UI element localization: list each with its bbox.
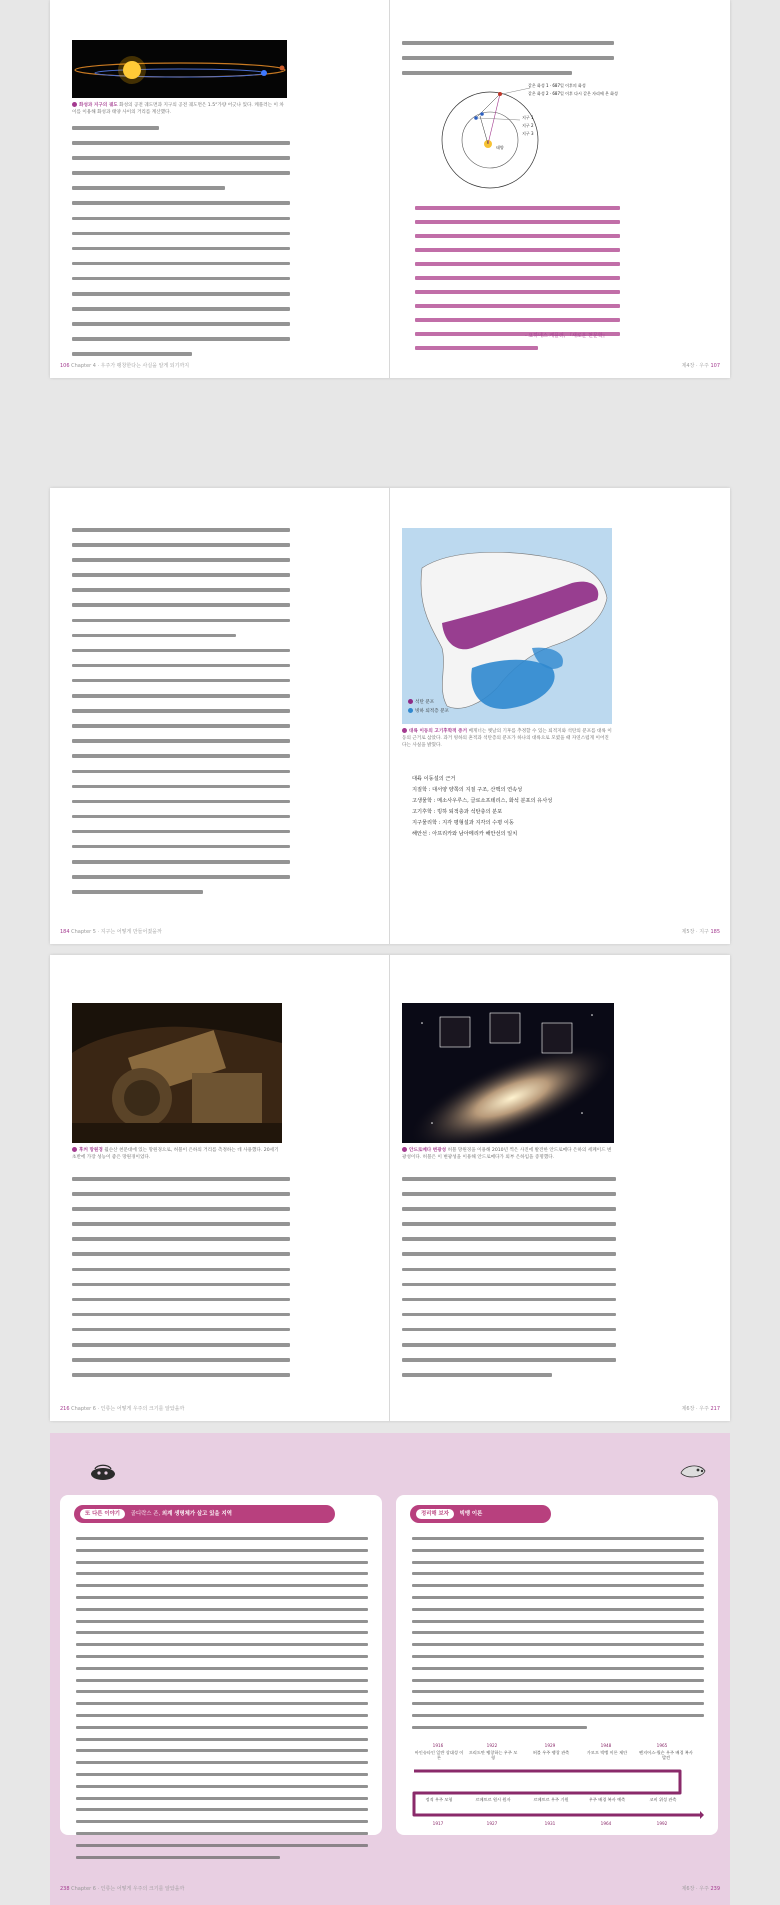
timeline-year: 1922 <box>486 1743 498 1748</box>
card-title: 빅뱅 이론 <box>459 1511 483 1517</box>
caption-bullet-icon <box>72 1147 77 1152</box>
diagram-label-earth2: 지구 2 <box>522 123 534 128</box>
handwritten-notes <box>412 774 552 840</box>
timeline-year: 1931 <box>544 1821 556 1826</box>
notes-item: 고기후학 : 빙하 퇴적층과 석탄층의 분포 <box>412 809 503 815</box>
book-spread-sidebar <box>50 1433 730 1905</box>
timeline-year: 1929 <box>544 1743 556 1748</box>
telescope-photo <box>72 1003 282 1143</box>
notes-item: 지질학 : 대서양 양쪽의 지질 구조, 산맥의 연속성 <box>412 787 523 793</box>
timeline-year: 1916 <box>432 1743 444 1748</box>
right-page-footer: 제5장 · 지구 185 <box>681 929 720 935</box>
andromeda-caption: 안드로메다 변광성 허블 망원경을 이용해 2010년 찍은 사진에 발견한 안드로메다 은하의 세페이드 변광성이다. 허블은 이 변광성을 이용해 안드로메다가 외부 은하임을 증명했다. <box>402 1148 612 1160</box>
timeline-year: 1917 <box>432 1821 444 1826</box>
timeline-label: 우주 배경 복사 예측 <box>588 1797 626 1802</box>
book-spread-kepler <box>50 0 730 378</box>
left-page-footer: 238 Chapter 6 · 인류는 어떻게 우주의 크기를 알았을까 <box>60 1886 185 1892</box>
timeline-label: 가모프 빅뱅 이론 제안 <box>586 1750 628 1755</box>
timeline-year: 1964 <box>600 1821 612 1826</box>
timeline-year: 1927 <box>486 1821 498 1826</box>
card-title: 외계 생명체가 살고 있을 지역 <box>161 1511 232 1517</box>
left-page-footer: 184 Chapter 5 · 지구는 어떻게 만들어졌을까 <box>60 929 162 935</box>
orbit-photo <box>72 40 287 98</box>
timeline-label: 코비 위성 관측 <box>649 1797 677 1802</box>
right-page-body-text <box>402 1177 616 1388</box>
card-badge: 정리해 보자 <box>416 1509 454 1519</box>
timeline-label: 프리드만 팽창하는 우주 모형 <box>468 1750 518 1760</box>
andromeda-photo <box>402 1003 614 1143</box>
bigbang-timeline <box>410 1741 704 1831</box>
card-body-text <box>76 1537 368 1867</box>
timeline-label: 아인슈타인 일반 상대성 이론 <box>414 1750 464 1760</box>
caption-bullet-icon <box>402 728 407 733</box>
card-header <box>410 1505 551 1523</box>
glacier-swatch-icon <box>408 708 413 713</box>
right-page-footer: 제6장 · 우주 217 <box>681 1406 720 1412</box>
caption-bullet-icon <box>72 102 77 107</box>
notes-item: 해안선 : 아프리카와 남아메리카 해안선의 일치 <box>412 831 518 837</box>
card-badge: 또 다른 이야기 <box>80 1509 125 1519</box>
card-body-text <box>412 1537 704 1738</box>
timeline-year: 1948 <box>600 1743 612 1748</box>
book-spread-continental-drift <box>50 488 730 944</box>
gutter <box>389 955 390 1421</box>
timeline-label: 펜지어스·윌슨 우주 배경 복사 발견 <box>639 1750 693 1760</box>
map-legend: 석탄 분포 빙하 퇴적층 분포 <box>408 698 449 716</box>
diagram-label-earth3: 지구 3 <box>522 131 534 136</box>
orbit-diagram <box>430 80 618 190</box>
diagram-label-mars2: 같은 화성 2 · 687일 이후 다시 같은 자리에 온 화성 <box>528 91 618 96</box>
diagram-label-earth1: 지구 1 <box>522 115 534 120</box>
timeline-year: 1992 <box>656 1821 668 1826</box>
alien-doodle-icon <box>90 1463 116 1481</box>
creature-doodle-icon <box>678 1461 708 1481</box>
notes-item: 고생물학 : 메소사우루스, 글로소프테리스, 화석 분포의 유사성 <box>412 798 553 804</box>
caption-bullet-icon <box>402 1147 407 1152</box>
gutter <box>389 0 390 378</box>
map-caption: 대륙 이동의 고기후학적 증거 베게너는 옛날의 기후를 추정할 수 있는 퇴적지와 석탄의 분포를 대륙 이동의 근거로 삼았다. 과거 빙하의 흔적과 석탄층의 분포가 하나의 대륙으로 모였을 때 자연스럽게 이어진다는 사실을 밝혔다. <box>402 729 612 748</box>
quote-signature: - 요하네스 케플러, 『새로운 천문학』 <box>525 333 608 339</box>
diagram-label-mars1: 같은 화성 1 · 687일 이후의 화성 <box>528 83 586 88</box>
coal-swatch-icon <box>408 699 413 704</box>
right-page-footer: 제6장 · 우주 239 <box>681 1886 720 1892</box>
diagram-label-sun: 태양 <box>496 145 504 150</box>
left-page-footer: 216 Chapter 6 · 인류는 어떻게 우주의 크기를 알았을까 <box>60 1406 185 1412</box>
left-page-footer: 106 Chapter 4 · 우주가 팽창한다는 사실을 알게 되기까지 <box>60 363 190 369</box>
timeline-label: 허블 우주 팽창 관측 <box>532 1750 570 1755</box>
orbit-photo-caption: 화성과 지구의 궤도 화성의 공전 궤도면과 지구의 공전 궤도면은 1.5°가량 어긋나 있다. 케플러는 이 차이를 이용해 화성과 태양 사이의 거리를 계산했다. <box>72 103 284 115</box>
book-spread-hubble <box>50 955 730 1421</box>
card-header <box>74 1505 335 1523</box>
notes-title: 대륙 이동설의 근거 <box>412 776 456 782</box>
notes-item: 지구물리학 : 지각 평형설과 지각의 수평 이동 <box>412 820 514 826</box>
telescope-caption: 후커 망원경 윌슨산 천문대에 있는 망원경으로, 허블이 은하의 거리를 측정하는 데 사용했다. 20세기 초반에 가장 성능이 좋은 망원경이었다. <box>72 1148 279 1160</box>
card-title-prefix: 골디락스 존, <box>130 1511 161 1517</box>
sidebar-card-bigbang <box>396 1495 718 1835</box>
left-page-body-text <box>72 528 290 905</box>
left-page-body-text <box>72 1177 290 1388</box>
timeline-year: 1965 <box>656 1743 668 1748</box>
timeline-label: 정적 우주 모형 <box>425 1797 453 1802</box>
sidebar-card-goldilocks <box>60 1495 382 1835</box>
right-page-footer: 제4장 · 우주 107 <box>681 363 720 369</box>
left-page-body-text <box>72 126 290 368</box>
gutter <box>389 488 390 944</box>
timeline-label: 르메트르 우주 기원 <box>533 1797 569 1802</box>
pangaea-map <box>402 528 612 724</box>
timeline-label: 르메트르 원시 원자 <box>475 1797 511 1802</box>
